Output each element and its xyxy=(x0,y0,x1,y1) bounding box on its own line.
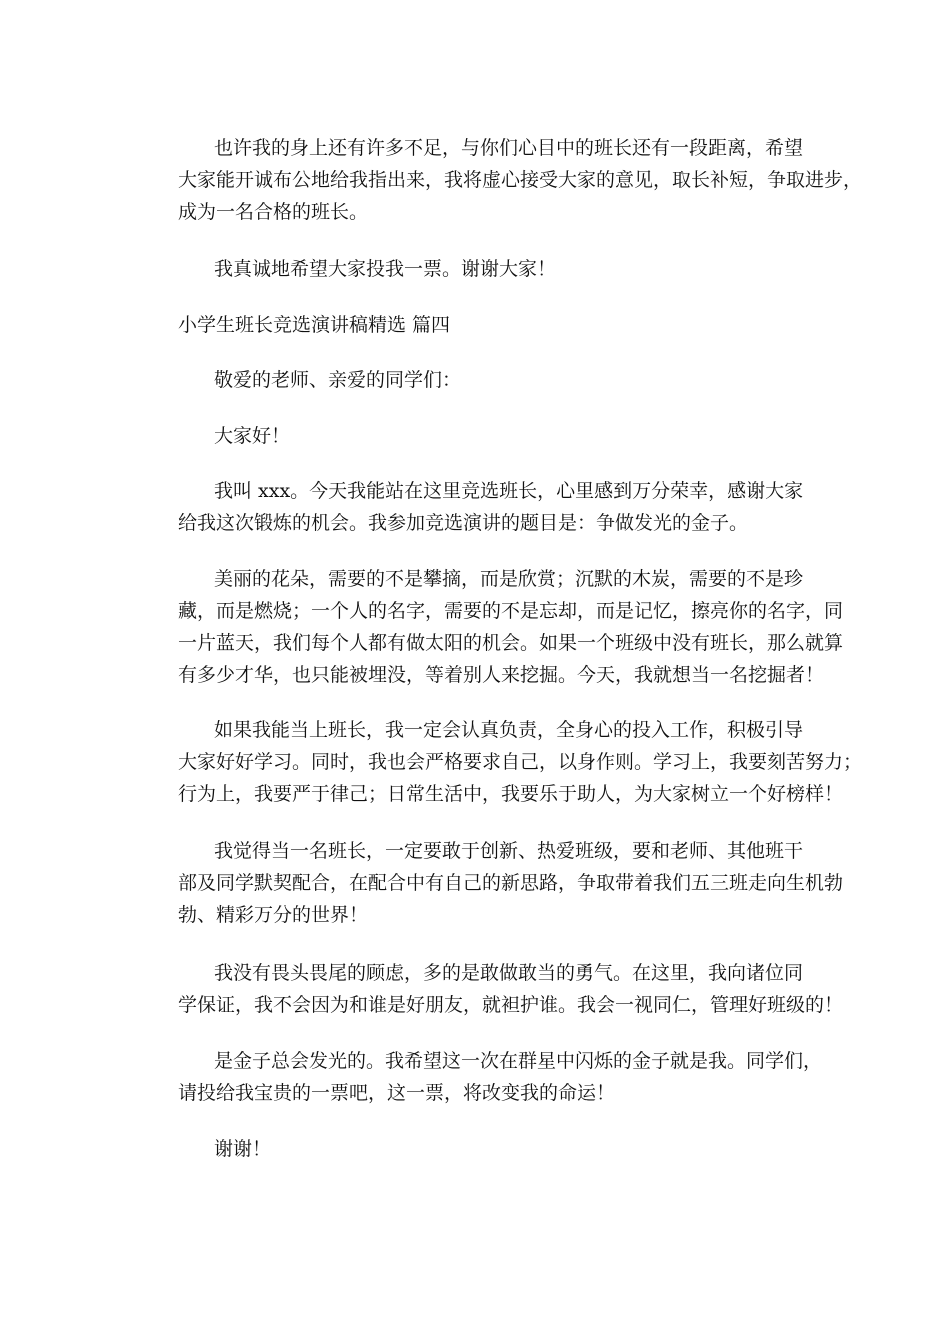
text-line: 大家好！ xyxy=(214,425,291,447)
text-line: 成为一名合格的班长。 xyxy=(178,201,369,223)
paragraph-4 xyxy=(178,420,818,452)
text-line: 美丽的花朵，需要的不是攀摘，而是欣赏；沉默的木炭，需要的不是珍 xyxy=(214,568,804,590)
text-line: 藏，而是燃烧；一个人的名字，需要的不是忘却，而是记忆，擦亮你的名字，同 xyxy=(178,600,844,622)
paragraph-11 xyxy=(178,1133,818,1165)
paragraph-9 xyxy=(178,957,844,1021)
text-line: 我真诚地希望大家投我一票。谢谢大家！ xyxy=(214,258,557,280)
text-line: 如果我能当上班长，我一定会认真负责，全身心的投入工作，积极引导 xyxy=(214,719,804,741)
text-line: 请投给我宝贵的一票吧，这一票，将改变我的命运！ xyxy=(178,1082,616,1104)
paragraph-5 xyxy=(178,475,818,539)
text-line: 我觉得当一名班长，一定要敢于创新、热爱班级，要和老师、其他班干 xyxy=(214,840,804,862)
text-line: 大家好好学习。同时，我也会严格要求自己，以身作则。学习上，我要刻苦努力； xyxy=(178,751,863,773)
text-line: 谢谢！ xyxy=(214,1138,272,1160)
text-line: 也许我的身上还有许多不足，与你们心目中的班长还有一段距离，希望 xyxy=(214,137,804,159)
paragraph-6 xyxy=(178,563,844,691)
text-line: 敬爱的老师、亲爱的同学们： xyxy=(214,369,462,391)
text-line: 我没有畏头畏尾的顾虑，多的是敢做敢当的勇气。在这里，我向诸位同 xyxy=(214,962,804,984)
paragraph-8 xyxy=(178,835,844,931)
paragraph-1 xyxy=(178,132,863,228)
text-line: 部及同学默契配合，在配合中有自己的新思路，争取带着我们五三班走向生机勃 xyxy=(178,872,844,894)
text-line: 我叫 xxx。今天我能站在这里竞选班长，心里感到万分荣幸，感谢大家 xyxy=(214,480,804,502)
text-line: 大家能开诚布公地给我指出来，我将虚心接受大家的意见，取长补短，争取进步， xyxy=(178,169,863,191)
text-line: 学保证，我不会因为和谁是好朋友，就袒护谁。我会一视同仁，管理好班级的！ xyxy=(178,994,844,1016)
text-line: 行为上，我要严于律己；日常生活中，我要乐于助人，为大家树立一个好榜样！ xyxy=(178,783,844,805)
text-line: 勃、精彩万分的世界！ xyxy=(178,904,369,926)
text-line: 给我这次锻炼的机会。我参加竞选演讲的题目是：争做发光的金子。 xyxy=(178,512,749,534)
paragraph-7 xyxy=(178,714,863,810)
paragraph-10 xyxy=(178,1045,823,1109)
text-line: 一片蓝天，我们每个人都有做太阳的机会。如果一个班级中没有班长，那么就算 xyxy=(178,632,844,654)
paragraph-2 xyxy=(178,253,818,285)
section-heading: 小学生班长竞选演讲稿精选 篇四 xyxy=(178,314,451,336)
text-line: 是金子总会发光的。我希望这一次在群星中闪烁的金子就是我。同学们， xyxy=(214,1050,823,1072)
text-line: 有多少才华，也只能被埋没，等着别人来挖掘。今天，我就想当一名挖掘者！ xyxy=(178,664,825,686)
paragraph-3 xyxy=(178,364,818,396)
